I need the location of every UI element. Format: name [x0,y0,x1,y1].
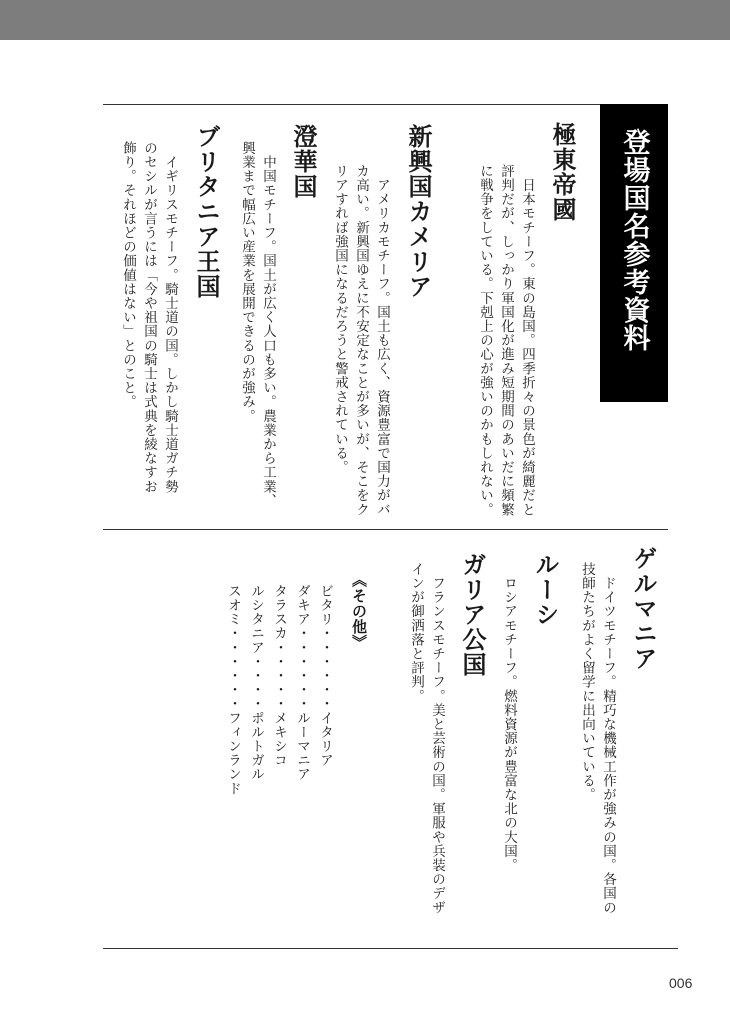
country-desc-britannia: イギリスモチーフ。騎士道の国。しかし騎士道ガチ勢 のセシルが言うには「今や祖国の騎士は式典を綾なすお 飾り。それほどの価値はない」とのこと。 [120,141,178,494]
country-name-germania: ゲルマニア [629,546,658,671]
page-number: 006 [669,975,693,991]
others-heading: 《その他》 [350,572,368,650]
middle-divider [103,529,668,530]
top-gray-band [0,0,730,40]
country-name-camelia: 新興国カメリア [404,124,433,299]
country-desc-rus: ロシアモチーフ。燃料資源が豊富な北の大国。 [501,562,517,873]
country-name-gallia: ガリア公国 [458,552,487,677]
others-item: スオミ・・・・・・フィンランド [225,584,241,796]
page-title-box [600,104,668,402]
bottom-divider [103,948,678,949]
country-name-britannia: ブリタニア王国 [192,124,221,299]
country-desc-germania: ドイツモチーフ。精巧な機械工作が強みの国。各国の 技師たちがよく留学に出向いている。 [579,562,616,915]
top-divider [103,104,668,105]
country-desc-camelia: アメリカモチーフ。国土も広く、資源豊富で国力がバ カ高い。新興国ゆえに不安定なことが多いが、そこをク リアすれば強国になるだろうと警戒されている。 [332,164,390,517]
country-name-rus: ルーシ [531,552,560,627]
others-item: タラスカ・・・・・メキシコ [271,584,287,768]
country-desc-kyokuto: 日本モチーフ。東の島国。四季折々の景色が綺麗だと 評判だが、しっかり軍国化が進み短期間のあいだに頻繁 に戦争をしている。下剋上の心が強いのかもしれない。 [477,164,535,517]
country-desc-choka: 中国モチーフ。国土が広く人口も多い。農業から工業、 興業まで幅広い産業を展開できるのが強み。 [239,141,276,508]
others-item: ダキア・・・・・・ルーマニア [294,584,310,782]
others-item: ルシタニア・・・・ポルトガル [248,584,264,782]
others-item: ビタリ・・・・・・イタリア [317,584,333,768]
country-name-kyokuto: 極東帝國 [548,122,577,222]
country-desc-gallia: フランスモチーフ。美と芸術の国。軍服や兵装のデザ インが御洒落と評判。 [408,562,445,915]
country-name-choka: 澄華国 [289,124,318,199]
page-title: 登場国名参考資料 [618,128,650,352]
